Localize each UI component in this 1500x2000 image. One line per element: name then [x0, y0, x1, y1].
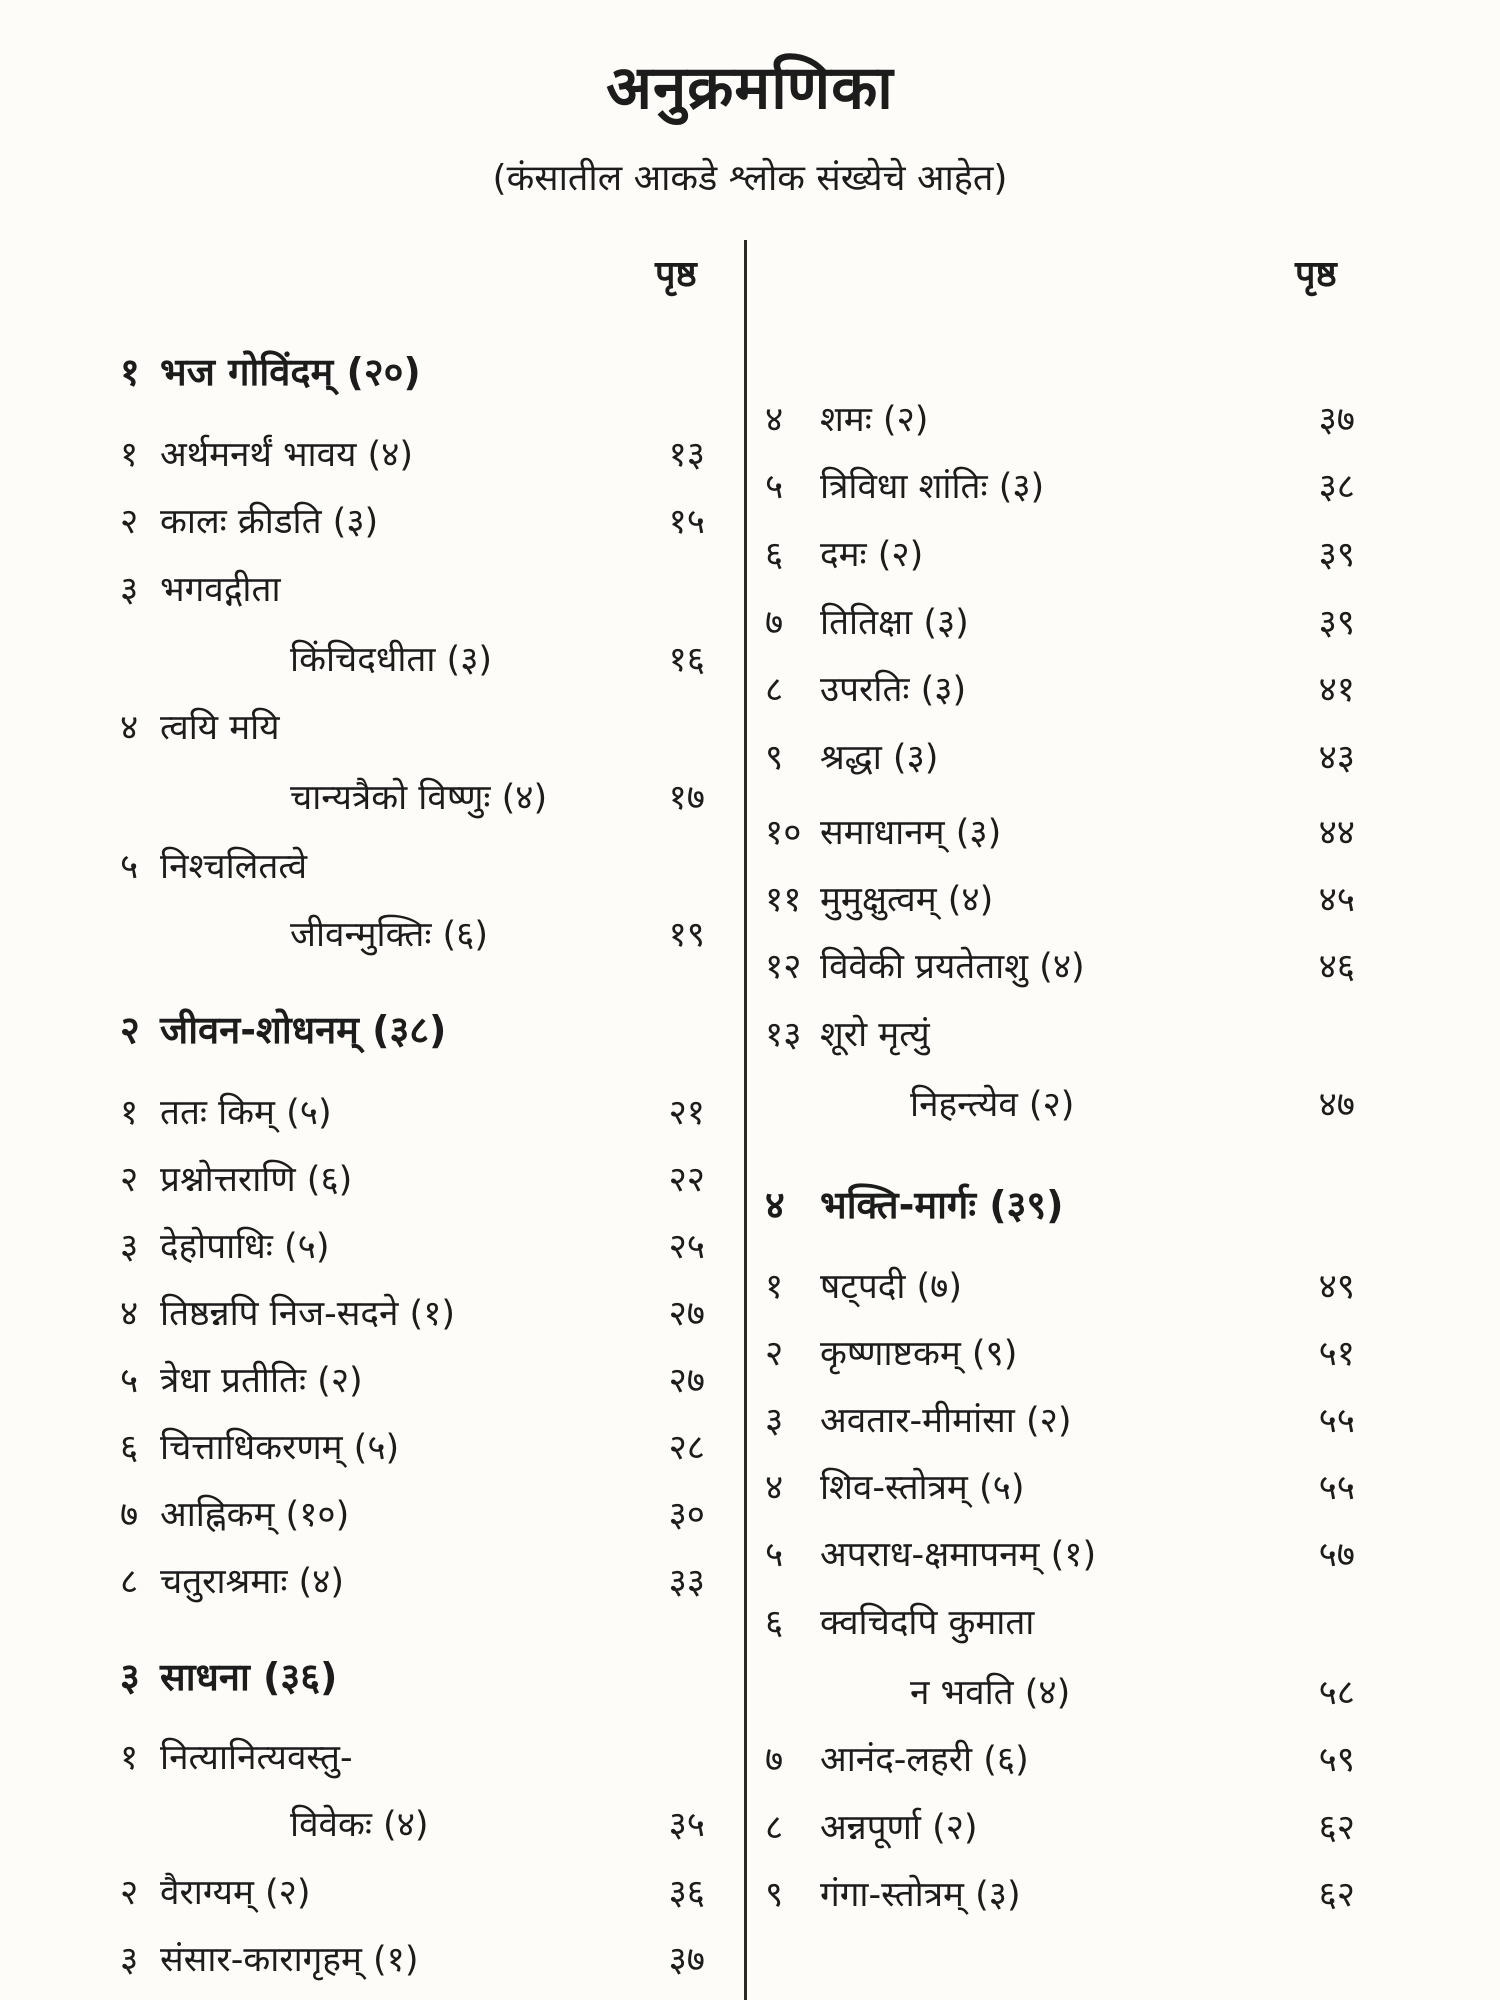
entry-title: उपरतिः (३)	[820, 670, 967, 710]
entry-title: विवेकी प्रयतेताशु (४)	[820, 947, 1085, 987]
entry-title: चित्ताधिकरणम् (५)	[160, 1428, 400, 1468]
entry-number: ५	[765, 1535, 784, 1575]
entry-page-number: १९	[668, 915, 705, 955]
entry-number: ९	[765, 1875, 784, 1915]
entry-number: ७	[120, 1495, 139, 1535]
entry-number: १	[120, 435, 139, 475]
entry-page-number: ३३	[668, 1562, 705, 1602]
column-divider	[744, 240, 747, 2000]
entry-page-number: ४७	[1318, 1085, 1355, 1125]
entry-page-number: ३५	[668, 1805, 705, 1845]
entry-page-number: ४६	[1318, 947, 1355, 987]
entry-number: ६	[765, 1603, 784, 1643]
entry-title: संसार-कारागृहम् (१)	[160, 1940, 419, 1980]
entry-title: वैराग्यम् (२)	[160, 1873, 311, 1913]
entry-page-number: ५५	[1318, 1401, 1355, 1441]
entry-title: शमः (२)	[820, 400, 929, 440]
entry-number: ९	[765, 738, 784, 778]
entry-title: षट्पदी (७)	[820, 1267, 963, 1307]
entry-title: न भवति (४)	[910, 1673, 1071, 1713]
entry-title: आनंद-लहरी (६)	[820, 1740, 1029, 1780]
toc-entry	[765, 1530, 1355, 1586]
entry-number: १	[120, 1093, 139, 1133]
toc-entry	[120, 635, 705, 691]
entry-page-number: ३८	[1318, 467, 1355, 507]
toc-entry	[120, 430, 705, 486]
toc-entry	[120, 910, 705, 966]
toc-entry	[120, 1356, 705, 1412]
entry-page-number: ३९	[1318, 603, 1355, 643]
entry-number: १३	[765, 1015, 802, 1055]
toc-entry	[765, 462, 1355, 518]
toc-section-heading	[120, 1650, 705, 1706]
toc-entry	[765, 1735, 1355, 1791]
toc-entry	[765, 665, 1355, 721]
entry-number: १	[120, 350, 140, 394]
toc-entry	[765, 395, 1355, 451]
entry-title: भक्ति-मार्गः (३९)	[820, 1183, 1064, 1227]
entry-number: ३	[765, 1401, 784, 1441]
entry-title: शूरो मृत्युं	[820, 1015, 930, 1055]
entry-page-number: ६२	[1318, 1808, 1355, 1848]
entry-title: किंचिदधीता (३)	[290, 640, 493, 680]
entry-title: श्रद्धा (३)	[820, 738, 939, 778]
entry-number: २	[120, 502, 139, 542]
entry-page-number: ३९	[1318, 535, 1355, 575]
entry-title: समाधानम् (३)	[820, 813, 1002, 853]
entry-number: ४	[765, 1468, 784, 1508]
entry-title: तितिक्षा (३)	[820, 603, 969, 643]
toc-entry	[120, 1868, 705, 1924]
entry-title: जीवन-शोधनम् (३८)	[160, 1008, 447, 1052]
entry-page-number: १६	[668, 640, 705, 680]
entry-number: ४	[120, 708, 139, 748]
toc-entry	[120, 1155, 705, 1211]
toc-entry	[765, 1803, 1355, 1859]
entry-title: कृष्णाष्टकम् (९)	[820, 1334, 1018, 1374]
entry-number: १	[120, 1738, 139, 1778]
toc-entry	[120, 1289, 705, 1345]
toc-entry	[120, 1423, 705, 1479]
toc-entry	[120, 565, 705, 621]
entry-title: तिष्ठन्नपि निज-सदने (१)	[160, 1294, 456, 1334]
toc-entry	[765, 875, 1355, 931]
entry-number: ८	[765, 670, 784, 710]
entry-number: ६	[120, 1428, 139, 1468]
page-title: अनुक्रमणिका	[606, 53, 894, 123]
entry-number: ३	[120, 1655, 140, 1699]
toc-entry	[765, 1262, 1355, 1318]
entry-page-number: ४१	[1318, 670, 1355, 710]
toc-entry	[120, 703, 705, 759]
toc-entry	[765, 1668, 1355, 1724]
entry-page-number: ५१	[1318, 1334, 1355, 1374]
entry-title: त्रिविधा शांतिः (३)	[820, 467, 1045, 507]
entry-number: ४	[120, 1294, 139, 1334]
entry-page-number: २१	[668, 1093, 705, 1133]
entry-page-number: ५८	[1318, 1673, 1355, 1713]
entry-number: २	[120, 1008, 140, 1052]
entry-page-number: २५	[668, 1227, 705, 1267]
entry-title: अवतार-मीमांसा (२)	[820, 1401, 1072, 1441]
entry-page-number: १५	[668, 502, 705, 542]
entry-title: देहोपाधिः (५)	[160, 1227, 330, 1267]
entry-title: चतुराश्रमाः (४)	[160, 1562, 345, 1602]
entry-page-number: ३६	[668, 1873, 705, 1913]
entry-page-number: ३७	[668, 1940, 705, 1980]
toc-entry	[765, 530, 1355, 586]
toc-entry	[765, 942, 1355, 998]
toc-entry	[765, 1870, 1355, 1926]
entry-page-number: ४९	[1318, 1267, 1355, 1307]
toc-entry	[120, 773, 705, 829]
entry-number: ३	[120, 570, 139, 610]
entry-number: ४	[765, 1183, 785, 1227]
entry-number: ३	[120, 1227, 139, 1267]
entry-title: अन्नपूर्णा (२)	[820, 1808, 978, 1848]
entry-title: निश्चलितत्वे	[160, 847, 308, 887]
toc-entry	[120, 1222, 705, 1278]
toc-entry	[120, 497, 705, 553]
entry-number: ७	[765, 1740, 784, 1780]
entry-page-number: २८	[668, 1428, 705, 1468]
page-column-header: पृष्ठ	[655, 254, 697, 295]
entry-number: १२	[765, 947, 802, 987]
entry-page-number: ५७	[1318, 1535, 1355, 1575]
entry-title: अपराध-क्षमापनम् (१)	[820, 1535, 1097, 1575]
toc-section-heading	[120, 345, 705, 401]
toc-entry	[765, 1080, 1355, 1136]
entry-page-number: ४३	[1318, 738, 1355, 778]
entry-page-number: ६२	[1318, 1875, 1355, 1915]
toc-entry	[120, 1733, 705, 1789]
entry-title: कालः क्रीडति (३)	[160, 502, 379, 542]
entry-number: २	[120, 1160, 139, 1200]
entry-title: जीवन्मुक्तिः (६)	[290, 915, 489, 955]
entry-number: ५	[120, 1361, 139, 1401]
entry-title: त्वयि मयि	[160, 708, 280, 748]
entry-title: निहन्त्येव (२)	[910, 1085, 1075, 1125]
entry-title: भगवद्गीता	[160, 570, 281, 610]
toc-entry	[765, 733, 1355, 789]
toc-entry	[120, 1935, 705, 1991]
toc-entry	[765, 1598, 1355, 1654]
entry-number: ५	[765, 467, 784, 507]
toc-entry	[120, 1490, 705, 1546]
entry-number: ७	[765, 603, 784, 643]
toc-entry	[120, 1800, 705, 1856]
entry-page-number: २७	[668, 1294, 705, 1334]
entry-page-number: ३७	[1318, 400, 1355, 440]
entry-number: ५	[120, 847, 139, 887]
entry-page-number: १७	[668, 778, 705, 818]
entry-title: दमः (२)	[820, 535, 924, 575]
entry-title: नित्यानित्यवस्तु-	[160, 1738, 353, 1778]
entry-title: गंगा-स्तोत्रम् (३)	[820, 1875, 1021, 1915]
entry-title: विवेकः (४)	[290, 1805, 429, 1845]
entry-title: मुमुक्षुत्वम् (४)	[820, 880, 994, 920]
entry-title: आह्निकम् (१०)	[160, 1495, 350, 1535]
toc-section-heading	[120, 1003, 705, 1059]
entry-title: त्रेधा प्रतीतिः (२)	[160, 1361, 363, 1401]
entry-number: २	[120, 1873, 139, 1913]
toc-entry	[765, 598, 1355, 654]
toc-entry	[765, 1463, 1355, 1519]
entry-page-number: ५९	[1318, 1740, 1355, 1780]
toc-entry	[765, 808, 1355, 864]
entry-page-number: १३	[668, 435, 705, 475]
entry-page-number: ४५	[1318, 880, 1355, 920]
entry-page-number: २२	[668, 1160, 705, 1200]
entry-number: ८	[765, 1808, 784, 1848]
entry-number: ६	[765, 535, 784, 575]
entry-page-number: २७	[668, 1361, 705, 1401]
entry-page-number: ४४	[1318, 813, 1355, 853]
entry-title: अर्थमनर्थं भावय (४)	[160, 435, 414, 475]
entry-page-number: ५५	[1318, 1468, 1355, 1508]
entry-title: चान्यत्रैको विष्णुः (४)	[290, 778, 548, 818]
entry-number: २	[765, 1334, 784, 1374]
toc-section-heading	[765, 1178, 1355, 1234]
entry-title: भज गोविंदम् (२०)	[160, 350, 421, 394]
toc-entry	[765, 1329, 1355, 1385]
entry-title: प्रश्नोत्तराणि (६)	[160, 1160, 353, 1200]
entry-title: क्वचिदपि कुमाता	[820, 1603, 1035, 1643]
page-column-header: पृष्ठ	[1295, 254, 1337, 295]
toc-entry	[765, 1396, 1355, 1452]
entry-number: १	[765, 1267, 784, 1307]
entry-page-number: ३०	[668, 1495, 705, 1535]
page-subtitle: (कंसातील आकडे श्लोक संख्येचे आहेत)	[492, 158, 1008, 199]
toc-entry	[120, 1088, 705, 1144]
entry-title: शिव-स्तोत्रम् (५)	[820, 1468, 1025, 1508]
entry-number: ११	[765, 880, 802, 920]
toc-entry	[120, 1557, 705, 1613]
entry-number: ८	[120, 1562, 139, 1602]
entry-title: साधना (३६)	[160, 1655, 338, 1699]
entry-number: ४	[765, 400, 784, 440]
entry-number: ३	[120, 1940, 139, 1980]
toc-entry	[765, 1010, 1355, 1066]
entry-number: १०	[765, 813, 802, 853]
toc-entry	[120, 842, 705, 898]
entry-title: ततः किम् (५)	[160, 1093, 332, 1133]
